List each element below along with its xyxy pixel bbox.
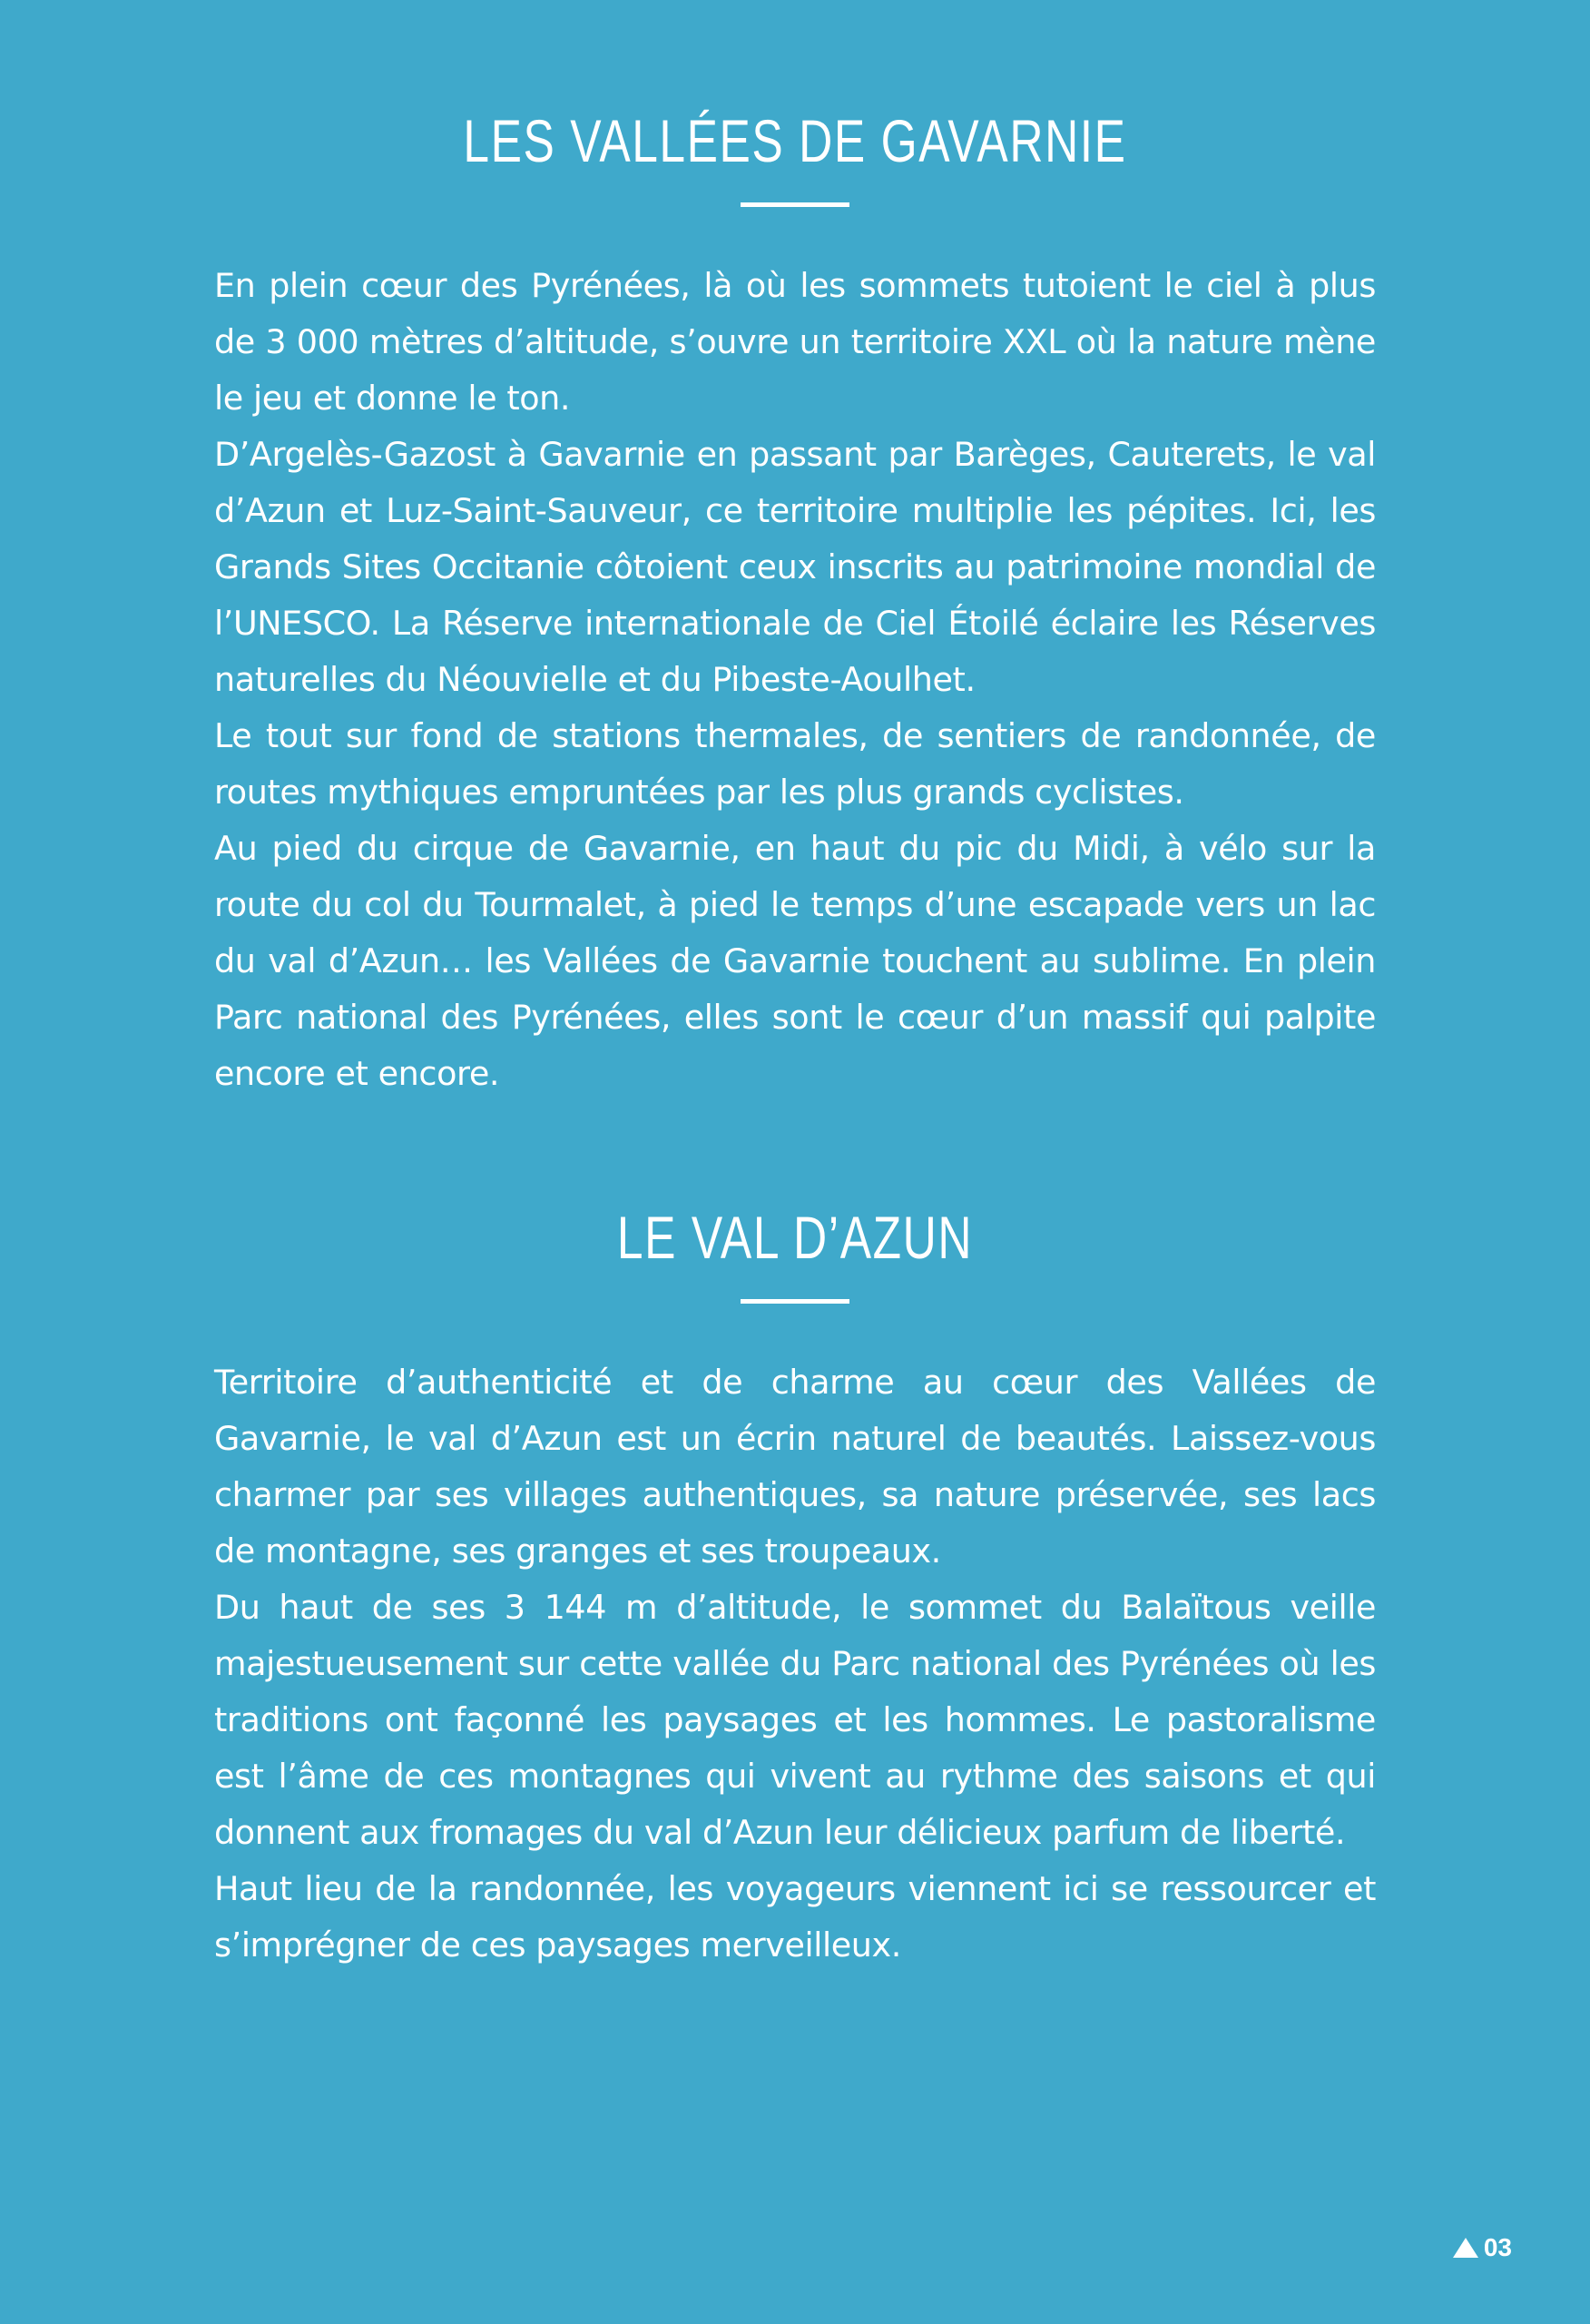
paragraph: Territoire d’authenticité et de charme au cœur des Vallées de Gavarnie, le val d’Azun est un écrin naturel de beautés. Laissez-vous charmer par ses villages authentiques, sa nature préservée, ses lacs de montagne, ses granges et ses troupeaux. [214,1363,1376,1571]
paragraph: En plein cœur des Pyrénées, là où les sommets tutoient le ciel à plus de 3 000 mètres d’altitude, s’ouvre un territoire XXL où la nature mène le jeu et donne le ton. [214,266,1376,418]
paragraph: Au pied du cirque de Gavarnie, en haut du pic du Midi, à vélo sur la route du col du Tourmalet, à pied le temps d’une escapade vers un lac du val d’Azun… les Vallées de Gavarnie touchent au sublime. En plein Parc national des Pyrénées, elles sont le cœur d’un massif qui palpite encore et encore. [214,829,1376,1093]
paragraph: Haut lieu de la randonnée, les voyageurs viennent ici se ressourcer et s’imprégner de ces paysages merveilleux. [214,1869,1376,1965]
title-underline [741,1299,849,1304]
section-title: LES VALLÉES DE GAVARNIE [463,107,1127,174]
triangle-up-icon [1453,2238,1478,2258]
paragraph: Le tout sur fond de stations thermales, de sentiers de randonnée, de routes mythiques empruntées par les plus grands cyclistes. [214,716,1376,812]
paragraph: Du haut de ses 3 144 m d’altitude, le sommet du Balaïtous veille majestueusement sur cette vallée du Parc national des Pyrénées où les traditions ont façonné les paysages et les hommes. Le pastoralisme est l’âme de ces montagnes qui vivent au rythme des saisons et qui donnent aux fromages du val d’Azun leur délicieux parfum de liberté. [214,1588,1376,1852]
section-body [214,1354,1376,1974]
paragraph: D’Argelès-Gazost à Gavarnie en passant par Barèges, Cauterets, le val d’Azun et Luz-Saint-Sauveur, ce territoire multiplie les pépites. Ici, les Grands Sites Occitanie côtoient ceux inscrits au patrimoine mondial de l’UNESCO. La Réserve internationale de Ciel Étoilé éclaire les Réserves naturelles du Néouvielle et du Pibeste-Aoulhet. [214,435,1376,699]
section-body [214,258,1376,1102]
page-number-text: 03 [1483,2233,1512,2261]
section-title: LE VAL D’AZUN [616,1204,974,1271]
section-val-d-azun [214,1192,1376,1974]
section-vallees-de-gavarnie [214,95,1376,1102]
page-number [1453,2233,1512,2262]
title-underline [741,202,849,207]
